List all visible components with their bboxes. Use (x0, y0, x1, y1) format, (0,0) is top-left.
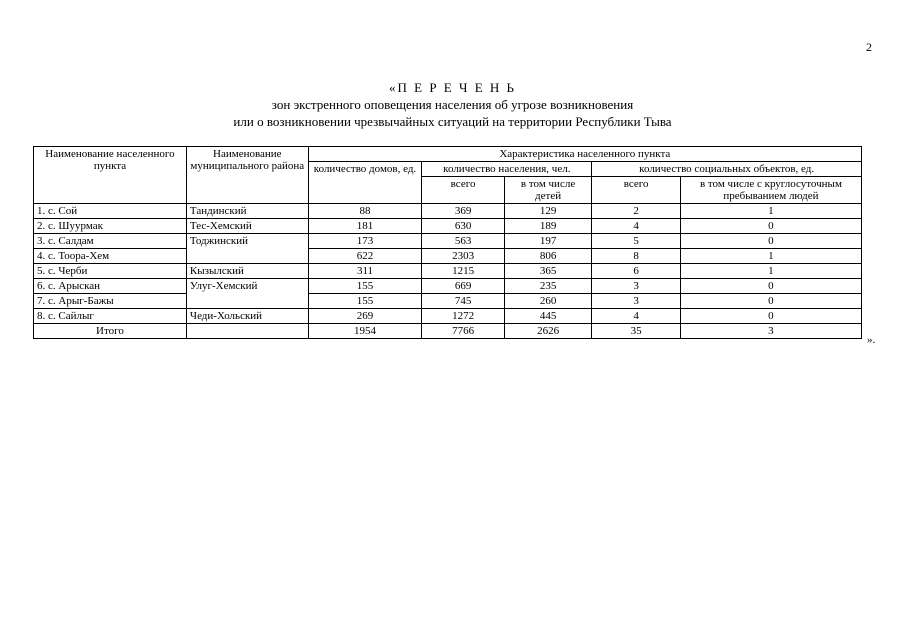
population-children: 260 (504, 294, 592, 309)
table-row (34, 204, 862, 219)
population-total: 630 (422, 219, 504, 234)
social-total: 4 (592, 219, 681, 234)
closing-quote-mark: ». (867, 334, 876, 346)
district-name: Тандинский (186, 204, 308, 219)
population-total: 669 (422, 279, 504, 294)
title-line-3: или о возникновении чрезвычайных ситуаций на территории Республики Тыва (233, 114, 672, 129)
houses-count: 155 (308, 279, 422, 294)
total-row (34, 324, 862, 339)
settlement-name: 8. с. Сайлыг (34, 309, 187, 324)
settlement-name: 7. с. Арыг-Бажы (34, 294, 187, 309)
total-population: 7766 (422, 324, 504, 339)
header-settlement: Наименование населенного пункта (34, 147, 187, 204)
header-population-children: в том числе детей (504, 177, 592, 204)
population-children: 189 (504, 219, 592, 234)
table-body (34, 147, 862, 339)
header-social: количество социальных объектов, ед. (592, 162, 862, 177)
social-total: 2 (592, 204, 681, 219)
district-name: Тоджинский (186, 234, 308, 264)
social-total: 3 (592, 294, 681, 309)
total-label: Итого (34, 324, 187, 339)
settlement-name: 4. с. Тоора-Хем (34, 249, 187, 264)
header-social-round-clock: в том числе с круглосуточным пребыванием людей (680, 177, 861, 204)
total-social-round-clock: 3 (680, 324, 861, 339)
page-number: 2 (866, 40, 872, 54)
houses-count: 181 (308, 219, 422, 234)
social-round-clock: 1 (680, 204, 861, 219)
table-row (34, 264, 862, 279)
table-row (34, 219, 862, 234)
population-total: 1215 (422, 264, 504, 279)
social-round-clock: 0 (680, 234, 861, 249)
header-row-1 (34, 147, 862, 162)
district-name: Улуг-Хемский (186, 279, 308, 309)
header-population-total: всего (422, 177, 504, 204)
settlement-name: 5. с. Черби (34, 264, 187, 279)
header-houses: количество домов, ед. (308, 162, 422, 204)
social-total: 8 (592, 249, 681, 264)
total-social: 35 (592, 324, 681, 339)
settlement-name: 6. с. Арыскан (34, 279, 187, 294)
population-children: 445 (504, 309, 592, 324)
title-line-1: «П Е Р Е Ч Е Н Ь (389, 80, 516, 95)
houses-count: 173 (308, 234, 422, 249)
houses-count: 311 (308, 264, 422, 279)
social-round-clock: 0 (680, 219, 861, 234)
social-round-clock: 0 (680, 309, 861, 324)
total-houses: 1954 (308, 324, 422, 339)
population-children: 806 (504, 249, 592, 264)
district-name: Чеди-Хольский (186, 309, 308, 324)
population-children: 197 (504, 234, 592, 249)
total-children: 2626 (504, 324, 592, 339)
title-line-2: зон экстренного оповещения населения об угрозе возникновения (271, 97, 634, 112)
social-total: 4 (592, 309, 681, 324)
population-total: 2303 (422, 249, 504, 264)
social-total: 5 (592, 234, 681, 249)
population-total: 369 (422, 204, 504, 219)
social-round-clock: 0 (680, 294, 861, 309)
header-population: количество населения, чел. (422, 162, 592, 177)
district-name: Кызылский (186, 264, 308, 279)
population-children: 365 (504, 264, 592, 279)
population-children: 129 (504, 204, 592, 219)
social-total: 3 (592, 279, 681, 294)
social-round-clock: 1 (680, 249, 861, 264)
table-row (34, 294, 862, 309)
houses-count: 88 (308, 204, 422, 219)
houses-count: 622 (308, 249, 422, 264)
houses-count: 155 (308, 294, 422, 309)
table-row (34, 234, 862, 249)
population-total: 745 (422, 294, 504, 309)
social-round-clock: 0 (680, 279, 861, 294)
social-round-clock: 1 (680, 264, 861, 279)
district-name: Тес-Хемский (186, 219, 308, 234)
document-title (0, 79, 905, 130)
settlement-name: 3. с. Салдам (34, 234, 187, 249)
population-total: 1272 (422, 309, 504, 324)
settlement-name: 2. с. Шуурмак (34, 219, 187, 234)
settlements-table (33, 146, 862, 339)
social-total: 6 (592, 264, 681, 279)
header-social-total: всего (592, 177, 681, 204)
total-district (186, 324, 308, 339)
settlement-name: 1. с. Сой (34, 204, 187, 219)
header-characteristics: Характеристика населенного пункта (308, 147, 861, 162)
table-row (34, 249, 862, 264)
header-municipality: Наименование муниципального района (186, 147, 308, 204)
table-row (34, 309, 862, 324)
population-children: 235 (504, 279, 592, 294)
population-total: 563 (422, 234, 504, 249)
table-row (34, 279, 862, 294)
houses-count: 269 (308, 309, 422, 324)
